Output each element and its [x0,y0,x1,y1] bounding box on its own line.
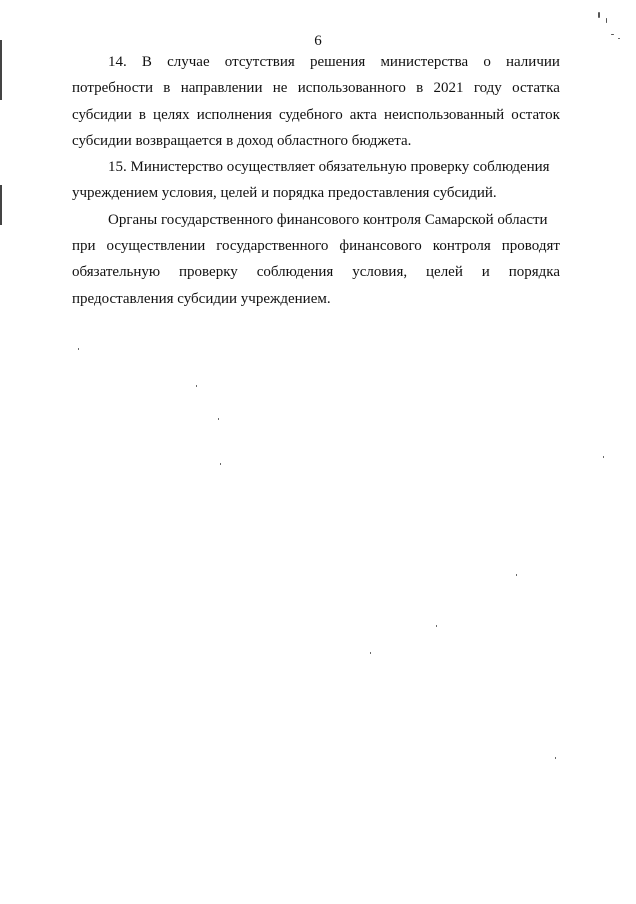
word: при [72,238,96,255]
scan-speck [603,456,604,458]
word: исполнения [196,106,272,123]
scan-speck [370,652,371,654]
text-line: Органы государственного финансового контроля Самарской области [108,211,548,228]
word: судебного [278,106,343,123]
word: остатка [512,80,560,97]
text-line: учреждением условия, целей и порядка предоставления субсидий. [72,185,497,202]
word: решения [309,54,366,70]
paragraph-14 [72,49,560,154]
word: году [473,80,502,97]
word: и [481,264,490,281]
text-line: субсидии возвращается в доход областного бюджета. [72,132,412,149]
document-body [72,49,560,312]
scan-edge-mark [0,185,2,225]
word: случае [167,54,210,70]
word: осуществлении [106,238,206,255]
text-line [72,259,560,285]
scan-speck [611,34,614,35]
word: целях [153,106,190,123]
word: о [483,54,491,70]
paragraph-control-bodies [72,207,560,312]
text-line: 15. Министерство осуществляет обязательную проверку соблюдения [108,159,550,176]
word: обязательную [72,264,161,281]
text-line [72,102,560,128]
word: В [141,54,152,70]
scan-speck [220,463,221,465]
word: отсутствия [224,54,295,70]
scan-speck [598,12,600,18]
word: порядка [508,264,560,281]
paragraph-15 [72,154,560,207]
word: в [416,80,424,97]
word: 2021 [433,80,464,97]
word: целей [426,264,463,281]
word: государственного [216,238,329,255]
scan-speck [555,757,556,759]
text-line [72,49,560,75]
word: остаток [511,106,560,123]
word: соблюдения [256,264,334,281]
scan-speck [196,385,197,387]
word: финансового [339,238,422,255]
scan-speck [606,18,607,23]
word: условия, [352,264,408,281]
text-line [72,75,560,101]
scan-speck [218,418,219,420]
word: наличии [505,54,560,70]
word: не [272,80,288,97]
word: акта [349,106,377,123]
scan-speck [78,348,79,350]
word: проверку [179,264,238,281]
word: контроля [432,238,491,255]
word: в [138,106,146,123]
page-number: 6 [314,33,322,49]
text-line [72,233,560,259]
word: использованного [297,80,406,97]
scan-speck [436,625,437,627]
word: субсидии [72,106,132,123]
word: потребности [72,80,153,97]
word: в [163,80,171,97]
word: проводят [501,238,560,255]
word: направлении [180,80,263,97]
scan-speck [516,574,517,576]
word: министерства [380,54,469,70]
scan-speck [618,38,620,39]
word: неиспользованный [384,106,505,123]
scan-edge-mark [0,40,2,100]
text-line: предоставления субсидии учреждением. [72,290,331,307]
word: 14. [108,54,127,70]
